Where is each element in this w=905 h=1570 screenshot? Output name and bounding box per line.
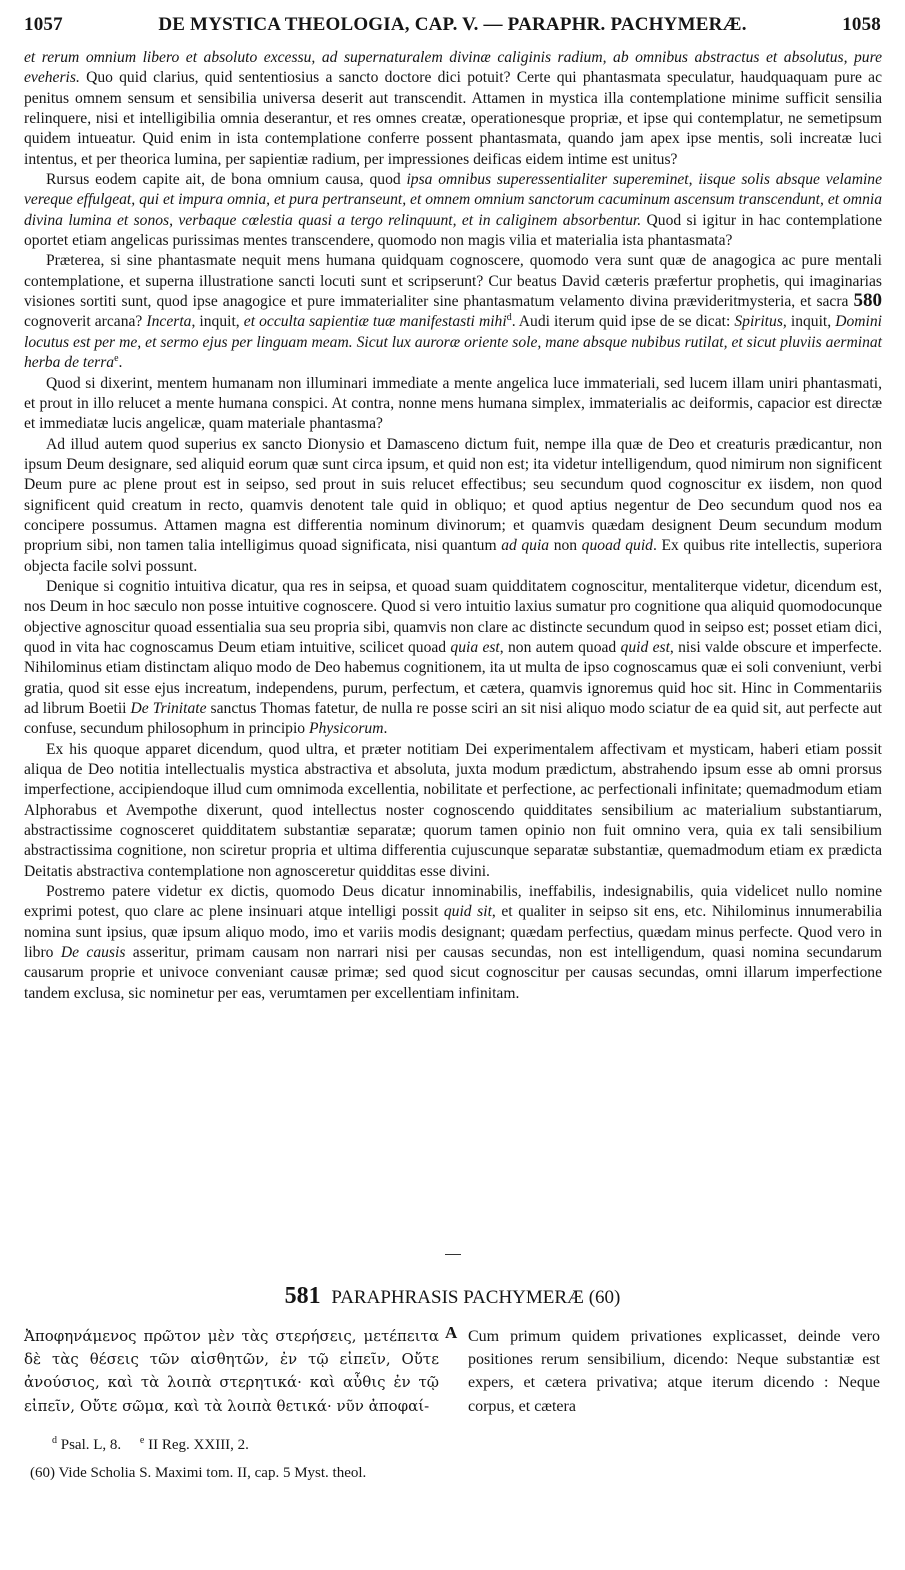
footnote-d-marker: d bbox=[52, 1435, 57, 1446]
column-marker: A bbox=[445, 1323, 458, 1342]
italic-quote: Physicorum bbox=[308, 720, 384, 738]
main-text-body bbox=[24, 48, 882, 1004]
italic-quote: ad quia bbox=[501, 537, 550, 555]
paragraph bbox=[24, 740, 882, 882]
running-header bbox=[24, 14, 881, 40]
paragraph bbox=[24, 251, 882, 373]
text-run: Quo quid clarius, quid sententiosius a sancto doctore dici potuit? Certe qui phantasmata speculatur, haudquaquam pure ac penitus omnem sensum et sensibilia universa deserit aut transcendit. Attamen in mystica illa contemplatione minime sufficit sensilia relinquere, nisi et intelligibilia omnia deserantur, et res omnes creatæ, operationesque propriæ, et ipse qui contemplatur, ne semetipsum quidem intueatur. Quid enim in ista contemplatione conferre possent phantasmata, quando jam apex ipse mentis, soli increatæ luci intentus, et per theorica lumina, per sapientiæ radium, per impressiones deificas eidem intime est unitus? bbox=[24, 69, 882, 168]
right-column-number: 1058 bbox=[842, 14, 881, 35]
footnote-e-marker: e bbox=[139, 1435, 145, 1446]
footnote-d: Psal. L, 8. bbox=[60, 1437, 122, 1453]
text-run: , non autem quoad bbox=[499, 638, 621, 656]
text-run: , inquit, bbox=[782, 313, 836, 331]
italic-quote: De Trinitate bbox=[130, 700, 207, 717]
italic-quote: quid est bbox=[620, 638, 670, 656]
italic-quote: quoad quid bbox=[581, 537, 653, 555]
text-run: . bbox=[118, 354, 123, 372]
section-divider bbox=[445, 1254, 461, 1255]
paragraph bbox=[24, 577, 882, 740]
section-heading bbox=[0, 1283, 905, 1310]
text-run: Ad illud autem quod superius ex sancto Dionysio et Damasceno dictum fuit, nempe illa quæ de Deo et creaturis prædicantur, non ipsum Deum designare, sed aliquid eorum quæ sunt circa ipsum, et quid non est; ita videtur intelligendum, quod nimirum non significent Deum pure ac plene prout est in seipso, sed prout in suis relucet effectibus; seu secundum quod cognoscitur ex iisdem, non quod significent quid creatum in recto, quamvis denotent tale quid in obliquo; et quod aptius negentur de Deo secundum quod nos ea concipere possumus. Attamen magna est differentia nominum divinorum; et quamvis quædam designent Deum secundum modum proprium sibi, non tamen talia intelligimus quoad significata, nisi quantum bbox=[24, 435, 882, 555]
text-run: Ex his quoque apparet dicendum, quod ultra, et præter notitiam Dei experimentalem affectivam et mysticam, haberi etiam possit aliqua de Deo notitia intellectualis mystica abstractiva et absoluta, juxta modum prædictum, abstrahendo ipsum esse ab omni prorsus imperfectione, accipiendoque illud cum omnimoda excellentia, nobilitate et perfectione, ac perfectionali infinitate; quemadmodum etiam Alphorabus et Avempothe dixerunt, quod intellectus noster cognoscendo quidditates sensibilium ac materialium substantiarum, abstractissime cognosceret quidditatem substantiæ separatæ; quorum tamen opinio non fuit omnino vera, quia ex tali sensibilium abstractissima cognitione, non sciretur propria et ultima differentia cujuscunque separatæ substantiæ, quemadmodum etiam ex prædicta Deitatis abstractiva contemplatione non agnosceretur quidditas esse divini. bbox=[24, 740, 882, 880]
text-run: . Audi iterum quid ipse de se dicat: bbox=[511, 313, 735, 331]
text-run: non bbox=[549, 537, 582, 555]
italic-quote: et occulta sapientiæ tuæ manifestasti mihi bbox=[243, 313, 507, 331]
text-run: Præterea, si sine phantasmate nequit mens humana quidquam cognoscere, quomodo vera sunt quæ de anagogica ac pure mentali contemplatione, et superna illustratione sancti locuti sunt et scripserunt? Cur beatus David cæteris præfertur prophetis, qui imaginarias visiones sortiti sunt, quod ipse anagogice et pure immaterialiter sine phantasmatum velamento divina prævideritmysteria, et sacra bbox=[24, 252, 882, 311]
italic-quote: quia est bbox=[450, 638, 500, 656]
footnote-marker: e bbox=[114, 352, 119, 364]
text-run: Postremo patere videtur ex dictis, quomodo Deus dicatur innominabilis, ineffabilis, indesignabilis, quia videlicet nullo nomine exprimi potest, quo clare ac plene insinuari atque intelligi possit bbox=[24, 883, 882, 921]
left-column-number: 1057 bbox=[24, 14, 63, 35]
text-run: , et qualiter in seipso sit ens, etc. Nihilominus innumerabilia nomina sunt ipsius, quæ ipsum aliquo modo, imo et variis modis designant; quædam perfectius, quædam minus perfecte. Quod vero in libro bbox=[24, 903, 882, 962]
text-run: . Ex quibus rite intellectis, superiora objecta facile solvi possunt. bbox=[24, 537, 883, 575]
text-run: sanctus Thomas fatetur, de nulla re posse sciri an sit nisi aliquo modo sciatur de ea quid sit, aut perfecte aut confuse, secundum philosophum in principio bbox=[24, 700, 882, 738]
paragraph bbox=[24, 48, 882, 170]
text-run: . bbox=[383, 720, 388, 738]
latin-column: Cum primum quidem privationes explicasset, deinde vero positiones rerum sensibilium, dicendo: Neque substantiæ est expers, et cætera privativa; atque iterum dicendo : Neque corpus, et cætera bbox=[468, 1328, 880, 1415]
column-reference: 580 bbox=[853, 290, 882, 312]
text-run: asseritur, primam causam non narrari nisi per causas secundas, non est intelligendum, quasi nomina secundarum causarum proprie et univoce conveniant causæ primæ; sed quod sicut cognoscitur per causas secundas, omni illarum imperfectione tandem exclusa, sic nominetur per eas, verumtamen per excellentiam infinitam. bbox=[24, 944, 882, 1002]
text-run: Quod si dixerint, mentem humanam non illuminari immediate a mente angelica luce immateriali, sed lucem illam uniri phantasmati, et prout in illo relucet a mente humana conspici. At contra, nonne mens humana simplex, immaterialis ac deiformis, capacior est directæ et immediatæ lucis angelicæ, quam materiale phantasma? bbox=[24, 374, 882, 433]
text-run: Rursus eodem capite ait, de bona omnium causa, quod bbox=[46, 171, 407, 189]
italic-quote: Incerta bbox=[146, 313, 192, 331]
text-run: cognoverit arcana? bbox=[24, 313, 147, 331]
text-run: Denique si cognitio intuitiva dicatur, qua res in seipsa, et quoad suam quidditatem cognoscitur, mentaliterque videtur, dicendum est, nos Deum in hoc sæculo non posse intuitive cognoscere. Quod si vero intuitio laxius sumatur pro cognitione qua aliquid quomodocunque objective agnoscitur quoad essentialia sua seu propria sibi, quamvis non clare ac distincte secundum quod in seipso est; posset etiam dici, quod in vita hac cognoscamus Deum etiam intuitive, scilicet quoad bbox=[24, 577, 882, 656]
text-run: , inquit, bbox=[191, 313, 244, 331]
paragraph bbox=[24, 374, 882, 435]
footnotes bbox=[52, 1431, 249, 1459]
text-run: Quod si igitur in hac contemplatione oportet etiam angelicas purissimas mentes transcendere, quomodo non magis vilia et materialia ista phantasmata? bbox=[24, 211, 883, 250]
section-title: PARAPHRASIS PACHYMERÆ (60) bbox=[331, 1287, 621, 1308]
running-title: DE MYSTICA THEOLOGIA, CAP. V. — PARAPHR. PACHYMERÆ. bbox=[158, 14, 747, 35]
greek-column: Ἀποφηνάμενος πρῶτον μὲν τὰς στερήσεις, μετέπειτα δὲ τὰς θέσεις τῶν αἰσθητῶν, ἐν τῷ εἰπεῖν, Οὔτε ἀνούσιος, καὶ τὰ λοιπὰ στερητικά· καὶ αὖθις ἐν τῷ εἰπεῖν, Οὔτε σῶμα, καὶ τὰ λοιπὰ θετικά· νῦν ἀποφαί- bbox=[24, 1327, 439, 1415]
italic-quote: et rerum omnium libero et absoluto excessu, ad supernaturalem divinæ caliginis radium, ab omnibus abstractus et absolutus, pure eveheris. bbox=[24, 49, 882, 87]
italic-quote: De causis bbox=[60, 944, 126, 962]
footnote-marker: d bbox=[506, 312, 512, 324]
paragraph bbox=[24, 170, 882, 251]
text-run: , nisi valde obscure et imperfecte. Nihilominus etiam distinctam aliquo modo de Deo habemus cognitionem, ita ut multa de ipso cognoscamus quæ ei soli conveniunt, verbi gratia, quod sit esse ejus increatum, independens, purum, perfectum, et cætera, quamvis ignoremus quid hoc sit. Hinc in Commentariis ad librum Boetii bbox=[24, 638, 883, 717]
italic-quote: Spiritus bbox=[734, 313, 783, 331]
paragraph bbox=[24, 882, 882, 1004]
section-number: 581 bbox=[284, 1283, 321, 1309]
footnote-e: II Reg. XXIII, 2. bbox=[148, 1437, 249, 1453]
italic-quote: ipsa omnibus superessentialiter supereminet, iisque solis absque velamine vereque effulgeat, qui et impura omnia, et pura pertranseunt, et omnem omnium sanctorum cacuminum ascensum transcendunt, et omnia divina lumina et sonos, verbaque cœlestia quasi a tergo relinquunt, et in caliginem absorbentur. bbox=[24, 171, 883, 229]
paragraph bbox=[24, 435, 882, 577]
italic-quote: Domini locutus est per me, et sermo ejus per linguam meam. Sicut lux auroræ oriente sole, mane absque nubibus rutilat, et sicut pluviis aerminat herba de terra bbox=[24, 313, 882, 372]
italic-quote: quid sit bbox=[443, 903, 492, 921]
scholia-note: (60) Vide Scholia S. Maximi tom. II, cap. 5 Myst. theol. bbox=[30, 1465, 367, 1481]
